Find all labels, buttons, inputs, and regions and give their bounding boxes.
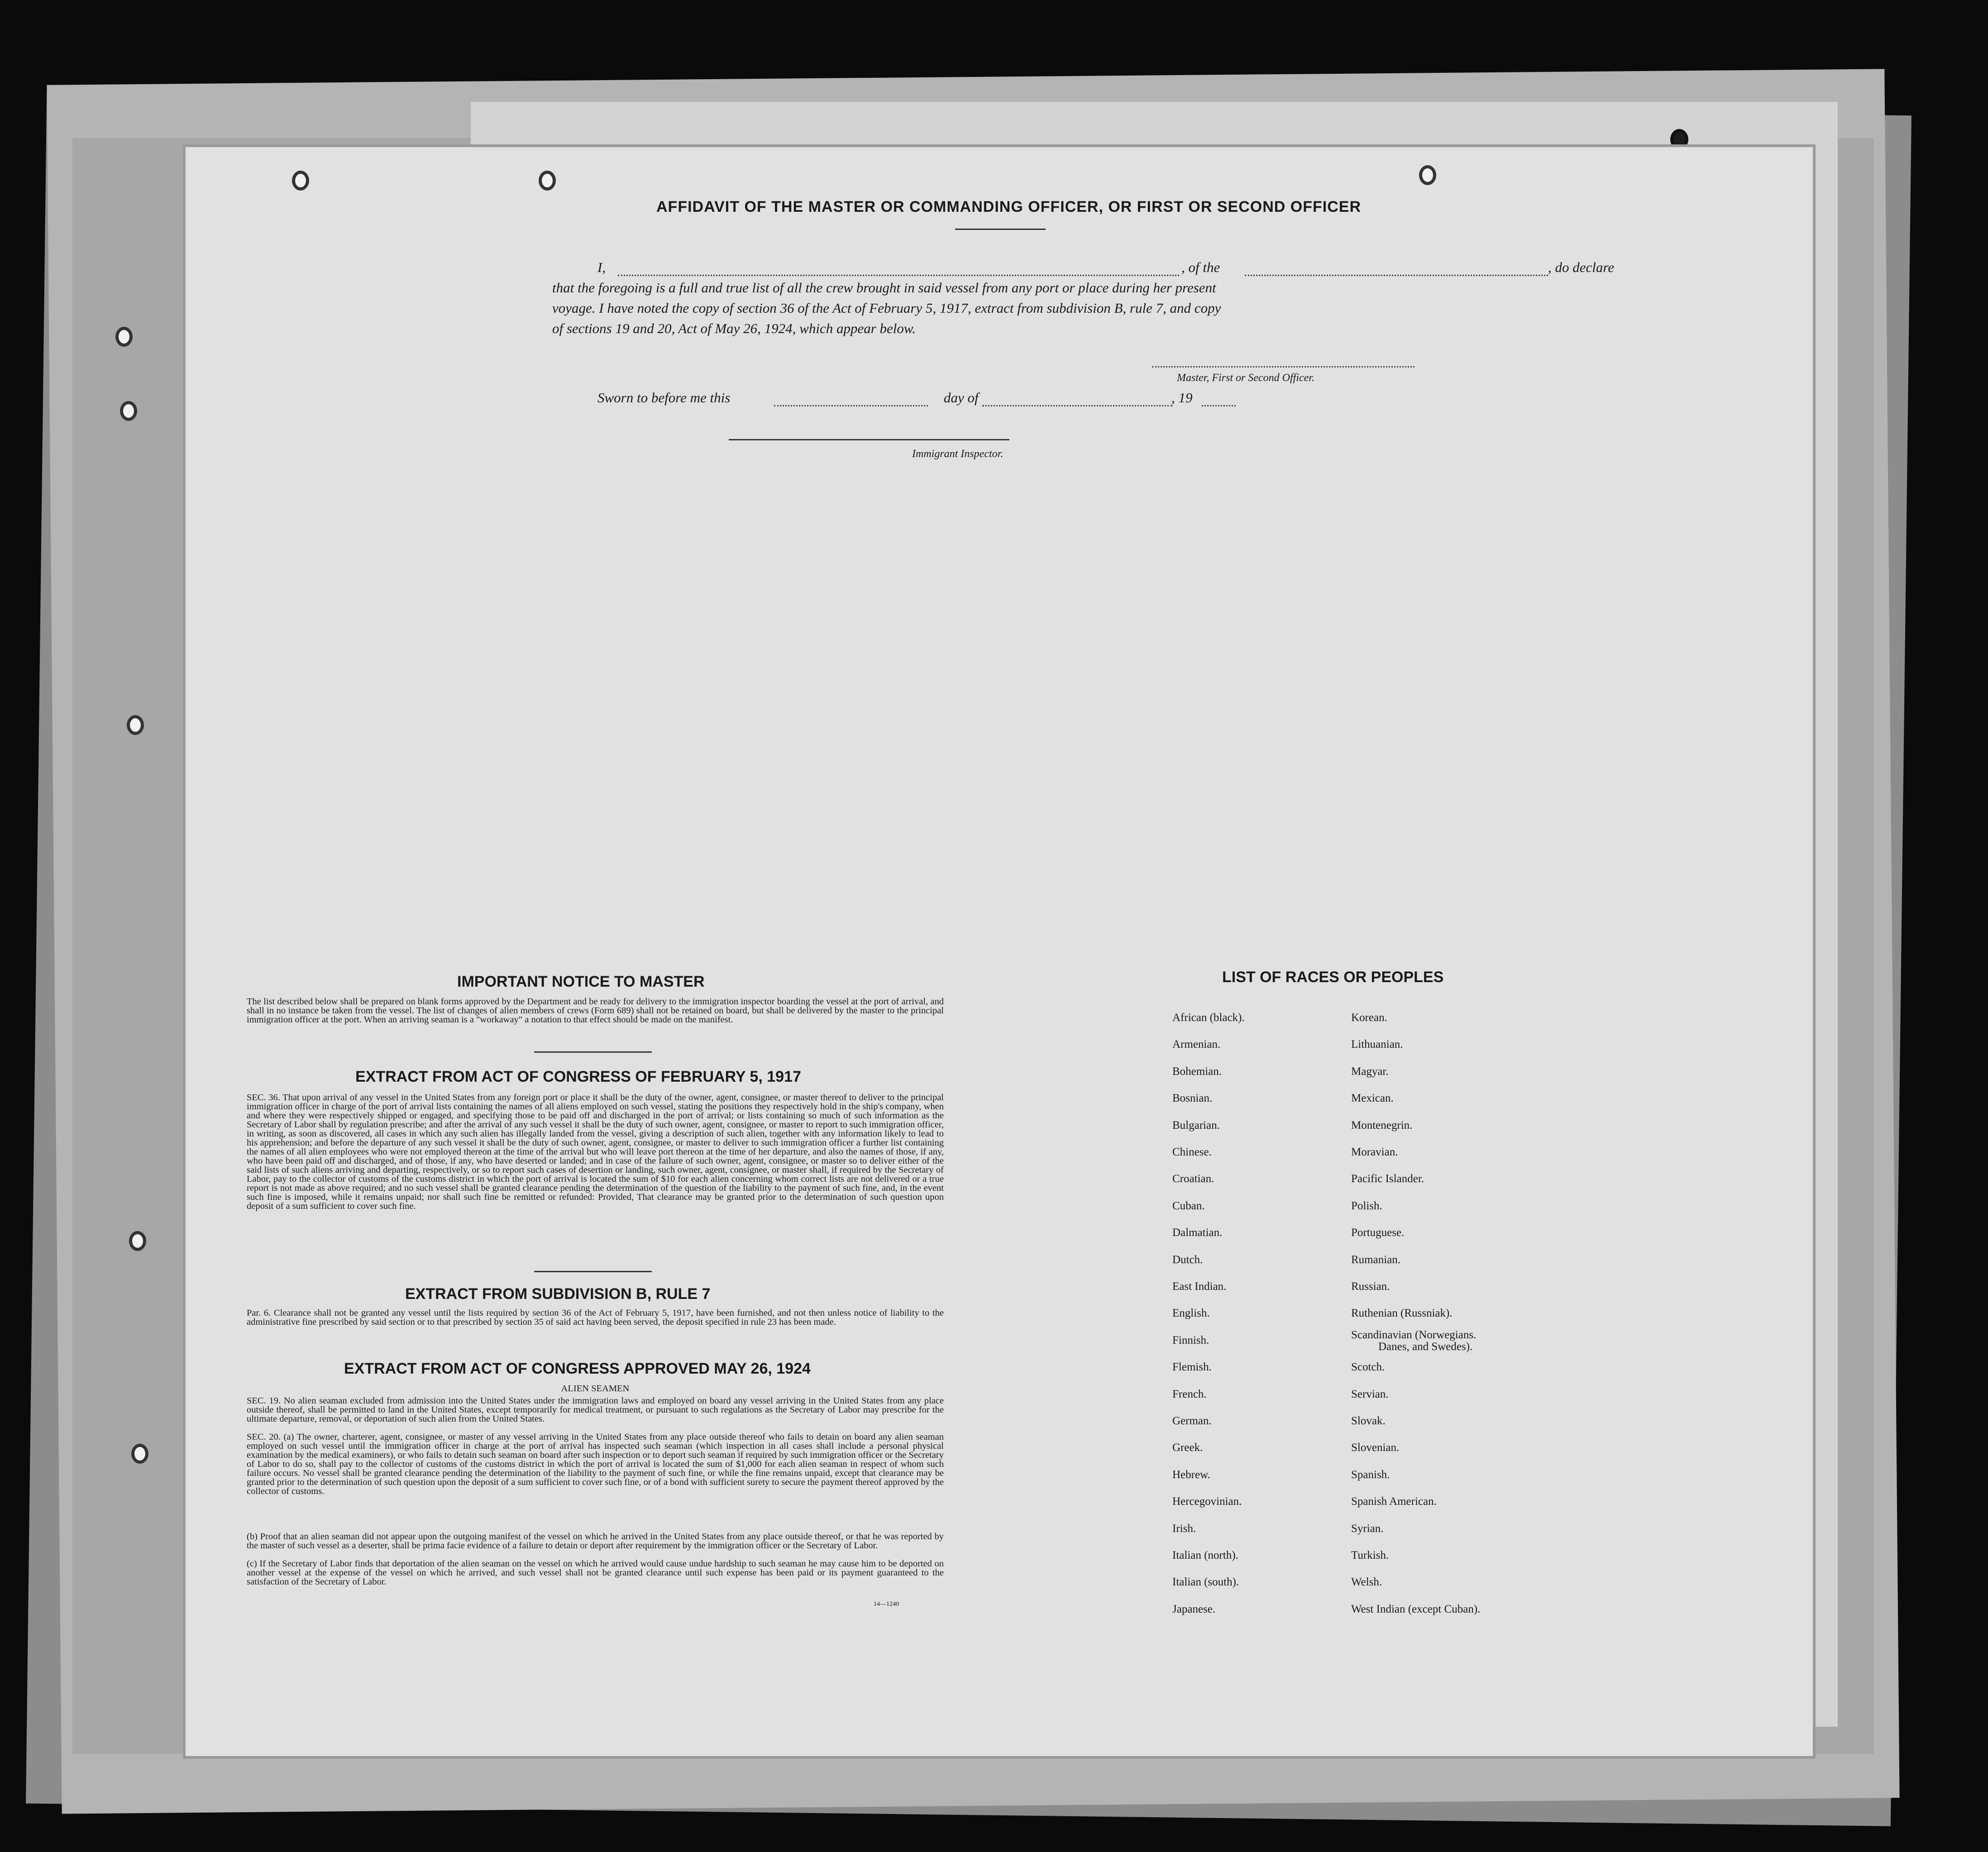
race-item: Flemish.: [1172, 1361, 1212, 1374]
divider: [534, 1051, 652, 1053]
binder-hole-icon: [127, 715, 144, 735]
sworn-day-field[interactable]: [774, 405, 928, 406]
race-item: Montenegrin.: [1351, 1119, 1413, 1131]
race-item: West Indian (except Cuban).: [1351, 1603, 1481, 1615]
binder-hole-icon: [539, 171, 556, 191]
race-item: Italian (south).: [1172, 1576, 1239, 1589]
race-item: Russian.: [1351, 1280, 1390, 1293]
race-item: Cuban.: [1172, 1199, 1205, 1212]
race-item: Croatian.: [1172, 1173, 1214, 1185]
race-item: Bosnian.: [1172, 1092, 1213, 1105]
sworn-day-of: day of: [944, 390, 979, 406]
extract-1924-sec19: SEC. 19. No alien seaman excluded from admission into the United States under the immigration laws and employed on board any vessel arriving in the United States from any place outside thereof, shall be permitted to land in the United States, except temporarily for medical treatment, or pursuant to such regulations as the Secretary of Labor may prescribe for the ultimate departure, removal, or deportation of such alien from the United States.: [247, 1396, 944, 1424]
race-item: Spanish.: [1351, 1468, 1390, 1481]
inspector-signature-field[interactable]: [729, 439, 1009, 440]
sworn-year: , 19: [1171, 390, 1193, 406]
race-item: Bulgarian.: [1172, 1119, 1220, 1131]
race-item: Syrian.: [1351, 1522, 1384, 1535]
race-item: Mexican.: [1351, 1092, 1394, 1105]
race-item: Welsh.: [1351, 1576, 1382, 1589]
vessel-name-field[interactable]: [1245, 275, 1548, 276]
race-item: German.: [1172, 1415, 1212, 1427]
binder-hole-icon: [131, 1444, 148, 1464]
race-item: Magyar.: [1351, 1065, 1389, 1078]
race-item: Irish.: [1172, 1522, 1196, 1535]
form-number: 14—1240: [874, 1601, 899, 1608]
race-item: Scandinavian (Norwegians.: [1351, 1328, 1477, 1341]
extract-rule7-text: Par. 6. Clearance shall not be granted any vessel until the lists required by section 36 of the Act of February 5, 1917, have been furnished, and not then unless notice of liability to the administrative fine prescribed by said section or to that prescribed by section 35 of said act having been served, the deposit specified in rule 23 has been made.: [247, 1308, 944, 1327]
binder-hole-icon: [115, 327, 133, 347]
alien-seamen-subtitle: ALIEN SEAMEN: [561, 1384, 630, 1394]
affidavit-line-3: voyage. I have noted the copy of section 36 of the Act of February 5, 1917, extract from subdivision B, rule 7, and copy: [552, 300, 1221, 316]
race-item: Spanish American.: [1351, 1495, 1437, 1508]
master-signature-label: Master, First or Second Officer.: [1177, 372, 1314, 384]
race-item: Greek.: [1172, 1442, 1203, 1454]
race-item: Korean.: [1351, 1012, 1387, 1024]
race-item: Rumanian.: [1351, 1253, 1401, 1266]
affidavit-title: AFFIDAVIT OF THE MASTER OR COMMANDING OFFICER, OR FIRST OR SECOND OFFICER: [656, 198, 1361, 215]
race-item: Scotch.: [1351, 1361, 1385, 1374]
race-item: Servian.: [1351, 1388, 1389, 1400]
race-item: Chinese.: [1172, 1146, 1212, 1158]
race-item: Hebrew.: [1172, 1468, 1210, 1481]
race-item: Ruthenian (Russniak).: [1351, 1307, 1453, 1320]
notice-title: IMPORTANT NOTICE TO MASTER: [457, 973, 705, 990]
race-item: East Indian.: [1172, 1280, 1227, 1293]
race-item: French.: [1172, 1388, 1207, 1400]
inspector-label: Immigrant Inspector.: [912, 448, 1004, 460]
race-item: Finnish.: [1172, 1334, 1209, 1346]
race-item: Turkish.: [1351, 1549, 1389, 1561]
affidavit-i: I,: [597, 259, 606, 275]
sworn-month-field[interactable]: [982, 405, 1172, 406]
title-rule: [955, 229, 1046, 230]
race-item: Slovenian.: [1351, 1442, 1400, 1454]
affidavit-of-the: , of the: [1181, 259, 1220, 275]
binder-hole-icon: [292, 171, 309, 191]
sworn-year-field[interactable]: [1202, 405, 1236, 406]
binder-hole-icon: [129, 1231, 146, 1251]
race-item: Bohemian.: [1172, 1065, 1222, 1078]
race-item: Danes, and Swedes).: [1378, 1340, 1473, 1353]
race-item: Dutch.: [1172, 1253, 1203, 1266]
race-item: Slovak.: [1351, 1415, 1386, 1427]
affidavit-line-4: of sections 19 and 20, Act of May 26, 1924, which appear below.: [552, 320, 916, 336]
master-signature-field[interactable]: [1152, 366, 1415, 368]
extract-1924-sec20a: SEC. 20. (a) The owner, charterer, agent, consignee, or master of any vessel arriving in the United States from any place outside thereof who fails to detain on board any alien seaman employed on such vessel until the immigration officer in charge at the port of arrival has inspected such seaman (which inspection in all cases shall include a personal physical examination by the medical examiners), or who fails to detain such seaman on board after such inspection or to deport such seaman if required by such immigration officer or the Secretary of Labor to do so, shall pay to the collector of customs of the customs district in which the port of arrival is located the sum of $1,000 for each alien seaman in respect of whom such failure occurs. No vessel shall be granted clearance pending the determination of the liability to the payment of such fine, or while the fine remains unpaid, except that clearance may be granted prior to the determination of such question upon the deposit of a sum sufficient to cover such fine, or of a bond with sufficient surety to secure the payment thereof approved by the collector of customs.: [247, 1432, 944, 1496]
race-item: Armenian.: [1172, 1038, 1221, 1051]
race-item: Polish.: [1351, 1199, 1382, 1212]
master-name-field[interactable]: [618, 275, 1179, 276]
binder-hole-icon: [120, 401, 137, 421]
affidavit-do-declare: , do declare: [1548, 259, 1615, 275]
extract-1917-title: EXTRACT FROM ACT OF CONGRESS OF FEBRUARY 5, 1917: [355, 1068, 801, 1085]
race-item: English.: [1172, 1307, 1210, 1320]
affidavit-line-2: that the foregoing is a full and true list of all the crew brought in said vessel from any port or place during her present: [552, 280, 1216, 296]
races-title: LIST OF RACES OR PEOPLES: [1222, 969, 1444, 986]
extract-1917-text: SEC. 36. That upon arrival of any vessel in the United States from any foreign port or place it shall be the duty of the owner, agent, consignee, or master thereof to deliver to the principal immigration officer in charge of the port of arrival lists containing the names of all aliens employed on such vessel, stating the positions they respectively hold in the ship's company, when and where they were respectively shipped or engaged, and specifying those to be paid off and discharged in the port of arrival; or lists containing so much of such information as the Secretary of Labor shall by regulation prescribe; and after the arrival of any such vessel it shall be the duty of such owner, agent, consignee, or master to report to such immigration officer, in writing, as soon as discovered, all cases in which any such alien has illegally landed from the vessel, giving a description of such alien, together with any information likely to lead to his apprehension; and before the departure of any such vessel it shall be the duty of such owner, agent, consignee, or master to deliver to such immigration officer a further list containing the names of all alien employees who were not employed thereon at the time of the arrival but who will leave port thereon at the time of her departure, and also the names of those, if any, who have been paid off and discharged, and of those, if any, who have deserted or landed; and in case of the failure of such owner, agent, consignee, or master so to deliver either of the said lists of such aliens arriving and departing, respectively, or so to report such cases of desertion or landing, such owner, agent, consignee, or master shall, if required by the Secretary of Labor, pay to the collector of customs of the customs district in which the port of arrival is located the sum of $10 for each alien concerning whom correct lists are not delivered or a true report is not made as above required; and no such vessel shall be granted clearance pending the determination of the question of the liability to the payment of such fine, and, in the event such fine is imposed, while it remains unpaid; nor shall such fine be remitted or refunded: Provided, That clearance may be granted prior to the determination of such question upon deposit of a sum sufficient to cover such fine.: [247, 1093, 944, 1211]
race-item: Pacific Islander.: [1351, 1173, 1424, 1185]
race-item: Lithuanian.: [1351, 1038, 1403, 1051]
race-item: Moravian.: [1351, 1146, 1398, 1158]
affidavit-page: [186, 147, 1813, 1756]
race-item: Italian (north).: [1172, 1549, 1238, 1561]
notice-text: The list described below shall be prepared on blank forms approved by the Department and be ready for delivery to the immigration inspector boarding the vessel at the port of arrival, and shall in no instance be taken from the vessel. The list of changes of alien members of crews (Form 689) shall not be retained on board, but shall be delivered by the master to the principal immigration officer at the port. When an arriving seaman is a "workaway" a notation to that effect should be made on the manifest.: [247, 997, 944, 1025]
race-item: Portuguese.: [1351, 1227, 1405, 1239]
binder-hole-icon: [1419, 165, 1436, 185]
race-item: Dalmatian.: [1172, 1227, 1223, 1239]
race-item: African (black).: [1172, 1012, 1245, 1024]
sworn-prefix: Sworn to before me this: [597, 390, 731, 406]
race-item: Hercegovinian.: [1172, 1495, 1242, 1508]
extract-1924-sec20b: (b) Proof that an alien seaman did not appear upon the outgoing manifest of the vessel on which he arrived in the United States from any place outside thereof, or that he was reported by the master of such vessel as a deserter, shall be prima facie evidence of a failure to detain or deport after requirement by the immigration officer or the Secretary of Labor.: [247, 1532, 944, 1551]
race-item: Japanese.: [1172, 1603, 1216, 1615]
extract-1924-title: EXTRACT FROM ACT OF CONGRESS APPROVED MAY 26, 1924: [344, 1360, 811, 1377]
extract-rule7-title: EXTRACT FROM SUBDIVISION B, RULE 7: [405, 1285, 711, 1303]
extract-1924-sec20c: (c) If the Secretary of Labor finds that deportation of the alien seaman on the vessel on which he arrived would cause undue hardship to such seaman he may cause him to be deported on another vessel at the expense of the vessel on which he arrived, and such vessel shall not be granted clearance until such expense has been paid or its payment guaranteed to the satisfaction of the Secretary of Labor.: [247, 1559, 944, 1587]
divider: [534, 1271, 652, 1272]
